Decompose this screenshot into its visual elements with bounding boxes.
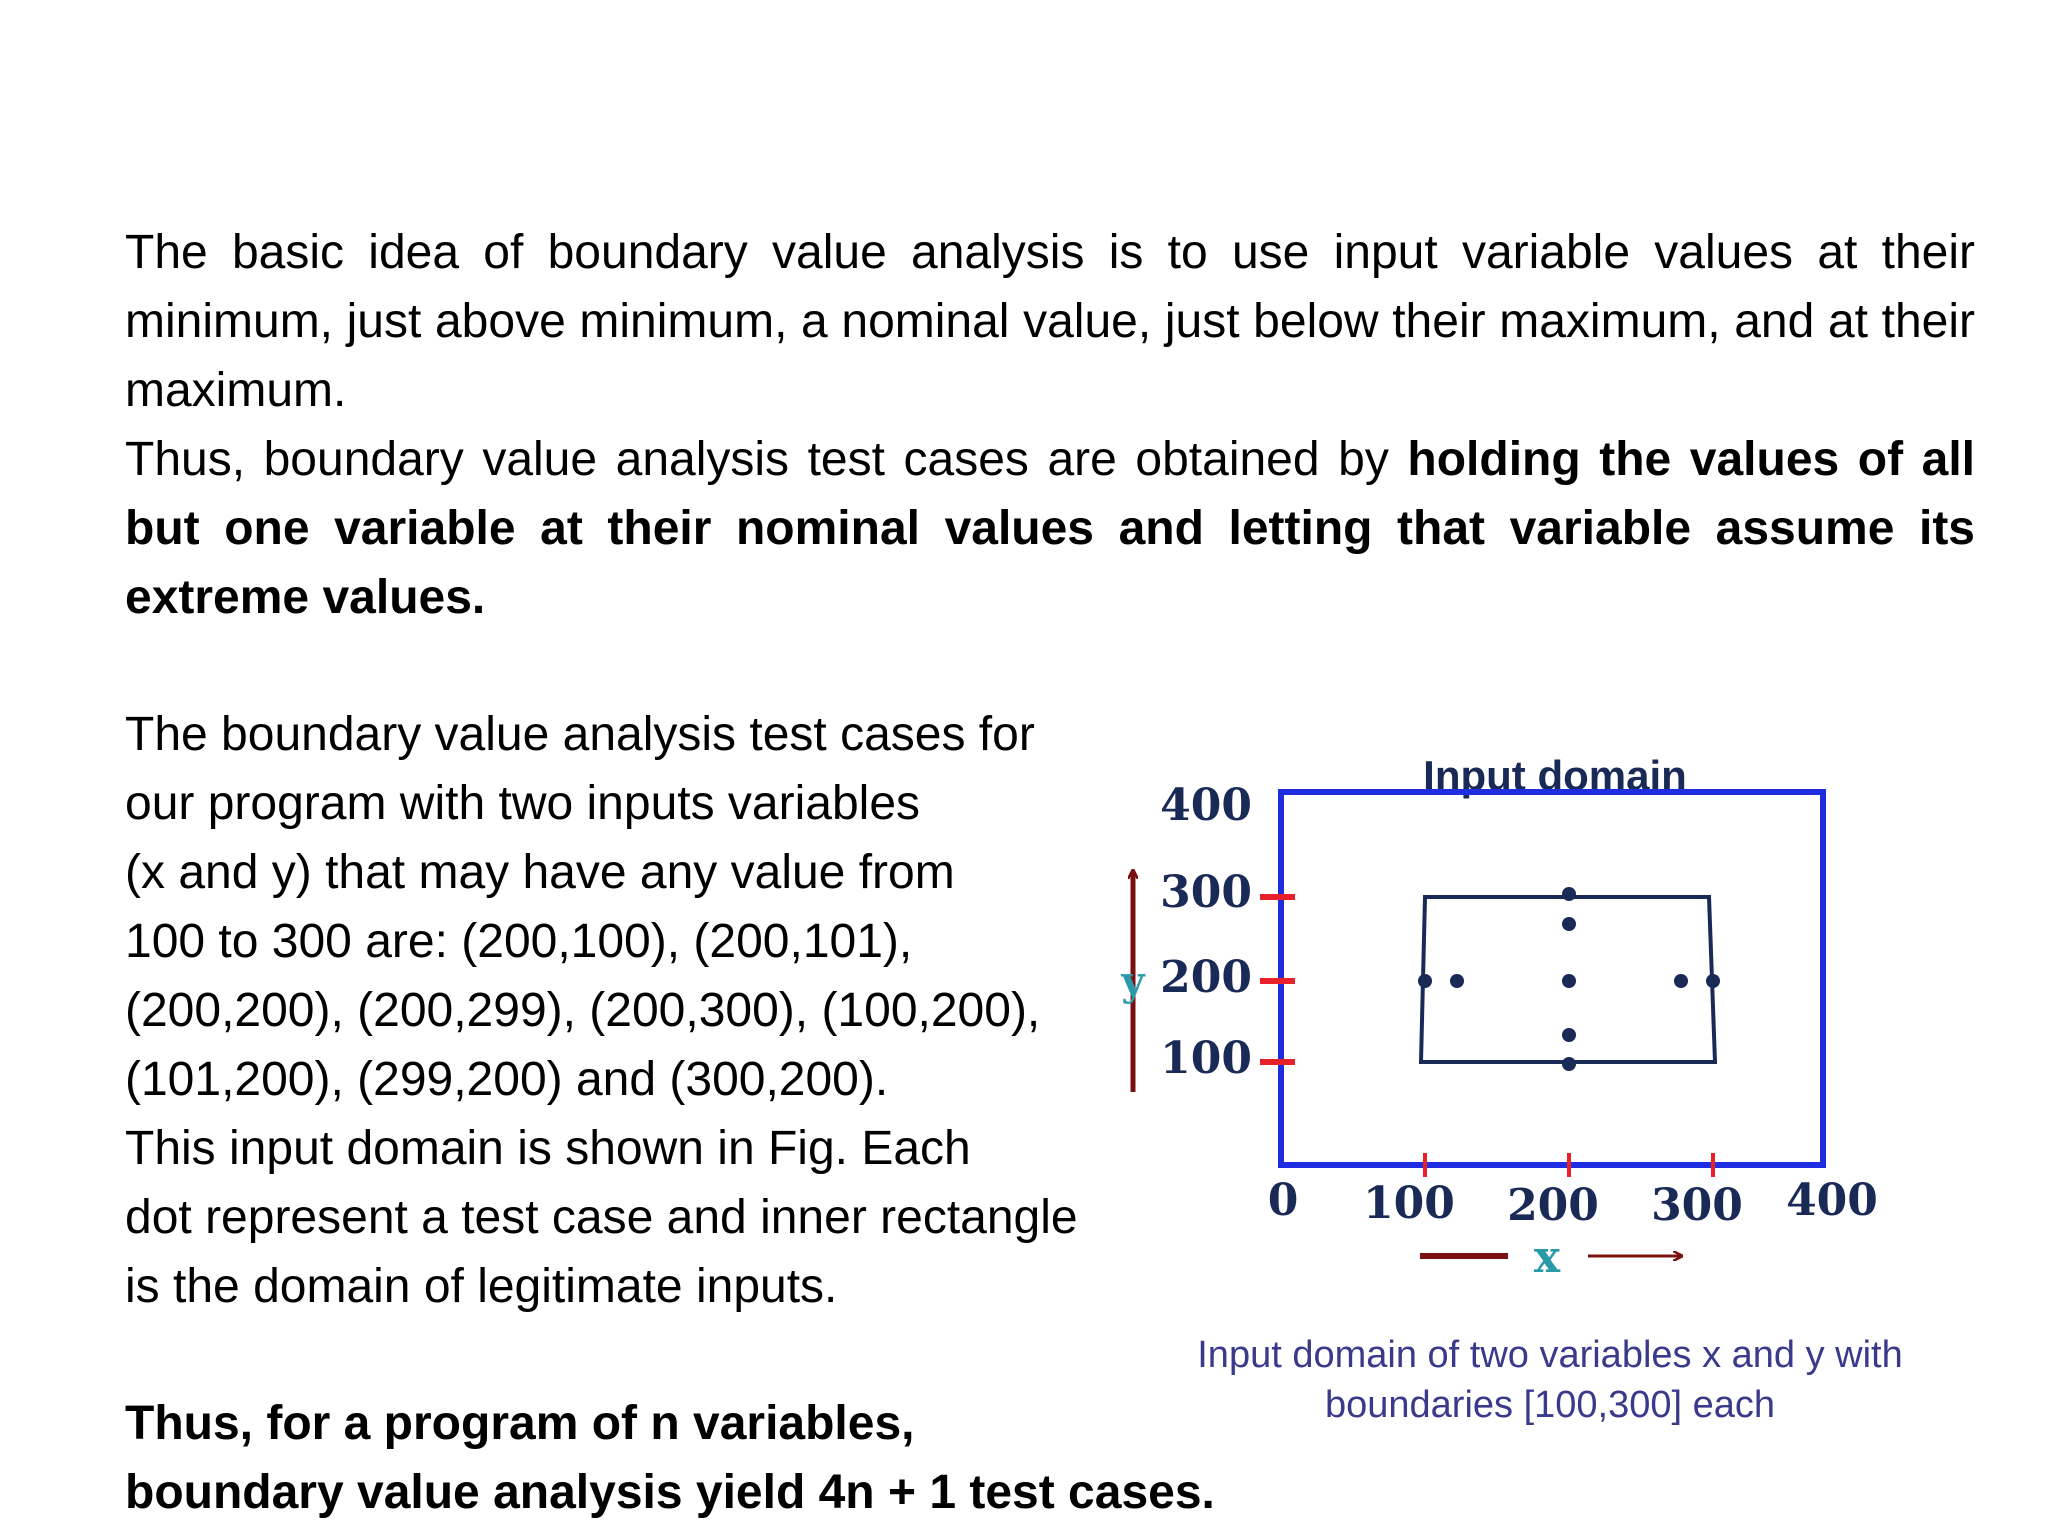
test-cases-line: This input domain is shown in Fig. Each — [125, 1122, 971, 1175]
thus-plain-text: Thus, boundary value analysis test cases are obtained by — [125, 433, 1408, 486]
conclusion-paragraph — [125, 1389, 1215, 1527]
x-axis-label: x — [1533, 1232, 1561, 1283]
x-tick-labels — [1268, 1175, 1878, 1231]
y-tick-label-400: 400 — [1160, 780, 1252, 831]
test-cases-line: (101,200), (299,200) and (300,200). — [125, 1053, 889, 1106]
test-case-points — [1418, 887, 1720, 1071]
test-cases-line: (200,200), (200,299), (200,300), (100,200), — [125, 984, 1041, 1037]
figure-caption — [1150, 1330, 1950, 1430]
figure-caption-line: boundaries [100,300] each — [1324, 1384, 1776, 1426]
conclusion-line: boundary value analysis yield 4n + 1 test cases. — [125, 1466, 1215, 1519]
test-case-point-101-200 — [1450, 974, 1464, 988]
test-case-point-200-300 — [1562, 887, 1576, 901]
test-cases-line: The boundary value analysis test cases for — [125, 708, 1035, 761]
y-tick-marks — [1260, 897, 1295, 1062]
thus-paragraph — [125, 425, 1975, 632]
test-case-point-200-299 — [1562, 917, 1576, 931]
test-case-point-300-200 — [1706, 974, 1720, 988]
intro-paragraph: The basic idea of boundary value analysis is to use input variable values at their minimum, just above minimum, a nominal value, just below their maximum, and at their maximum. — [125, 226, 1975, 417]
thus-bold-text: holding the values of all but one variable at their nominal values and letting that variable assume its extreme values. — [125, 433, 1976, 624]
x-tick-label-300: 300 — [1651, 1180, 1743, 1231]
test-case-point-100-200 — [1418, 974, 1432, 988]
test-cases-line: our program with two inputs variables — [125, 777, 921, 830]
conclusion-line: Thus, for a program of n variables, — [125, 1397, 915, 1450]
test-cases-line: 100 to 300 are: (200,100), (200,101), — [125, 915, 913, 968]
test-cases-line: (x and y) that may have any value from — [125, 846, 955, 899]
test-case-point-200-200 — [1562, 974, 1576, 988]
test-case-point-200-101 — [1562, 1028, 1576, 1042]
x-tick-label-400: 400 — [1786, 1175, 1878, 1226]
test-cases-line: is the domain of legitimate inputs. — [125, 1260, 838, 1313]
y-tick-label-300: 300 — [1160, 867, 1252, 918]
y-tick-label-100: 100 — [1160, 1033, 1252, 1084]
test-case-point-200-100 — [1562, 1057, 1576, 1071]
figure-title: Input domain — [1423, 752, 1687, 799]
test-cases-line: dot represent a test case and inner rectangle — [125, 1191, 1078, 1244]
test-cases-paragraph — [125, 700, 1078, 1321]
x-tick-label-200: 200 — [1507, 1180, 1599, 1231]
x-tick-label-0: 0 — [1267, 1175, 1299, 1226]
input-domain-diagram — [1080, 720, 2000, 1320]
test-case-point-299-200 — [1674, 974, 1688, 988]
figure-caption-line: Input domain of two variables x and y with — [1197, 1334, 1903, 1376]
y-axis-label: y — [1121, 958, 1145, 1005]
y-tick-label-200: 200 — [1160, 952, 1252, 1003]
y-tick-labels — [1160, 780, 1252, 1084]
x-tick-label-100: 100 — [1363, 1178, 1455, 1229]
outer-domain-rect — [1281, 792, 1823, 1165]
